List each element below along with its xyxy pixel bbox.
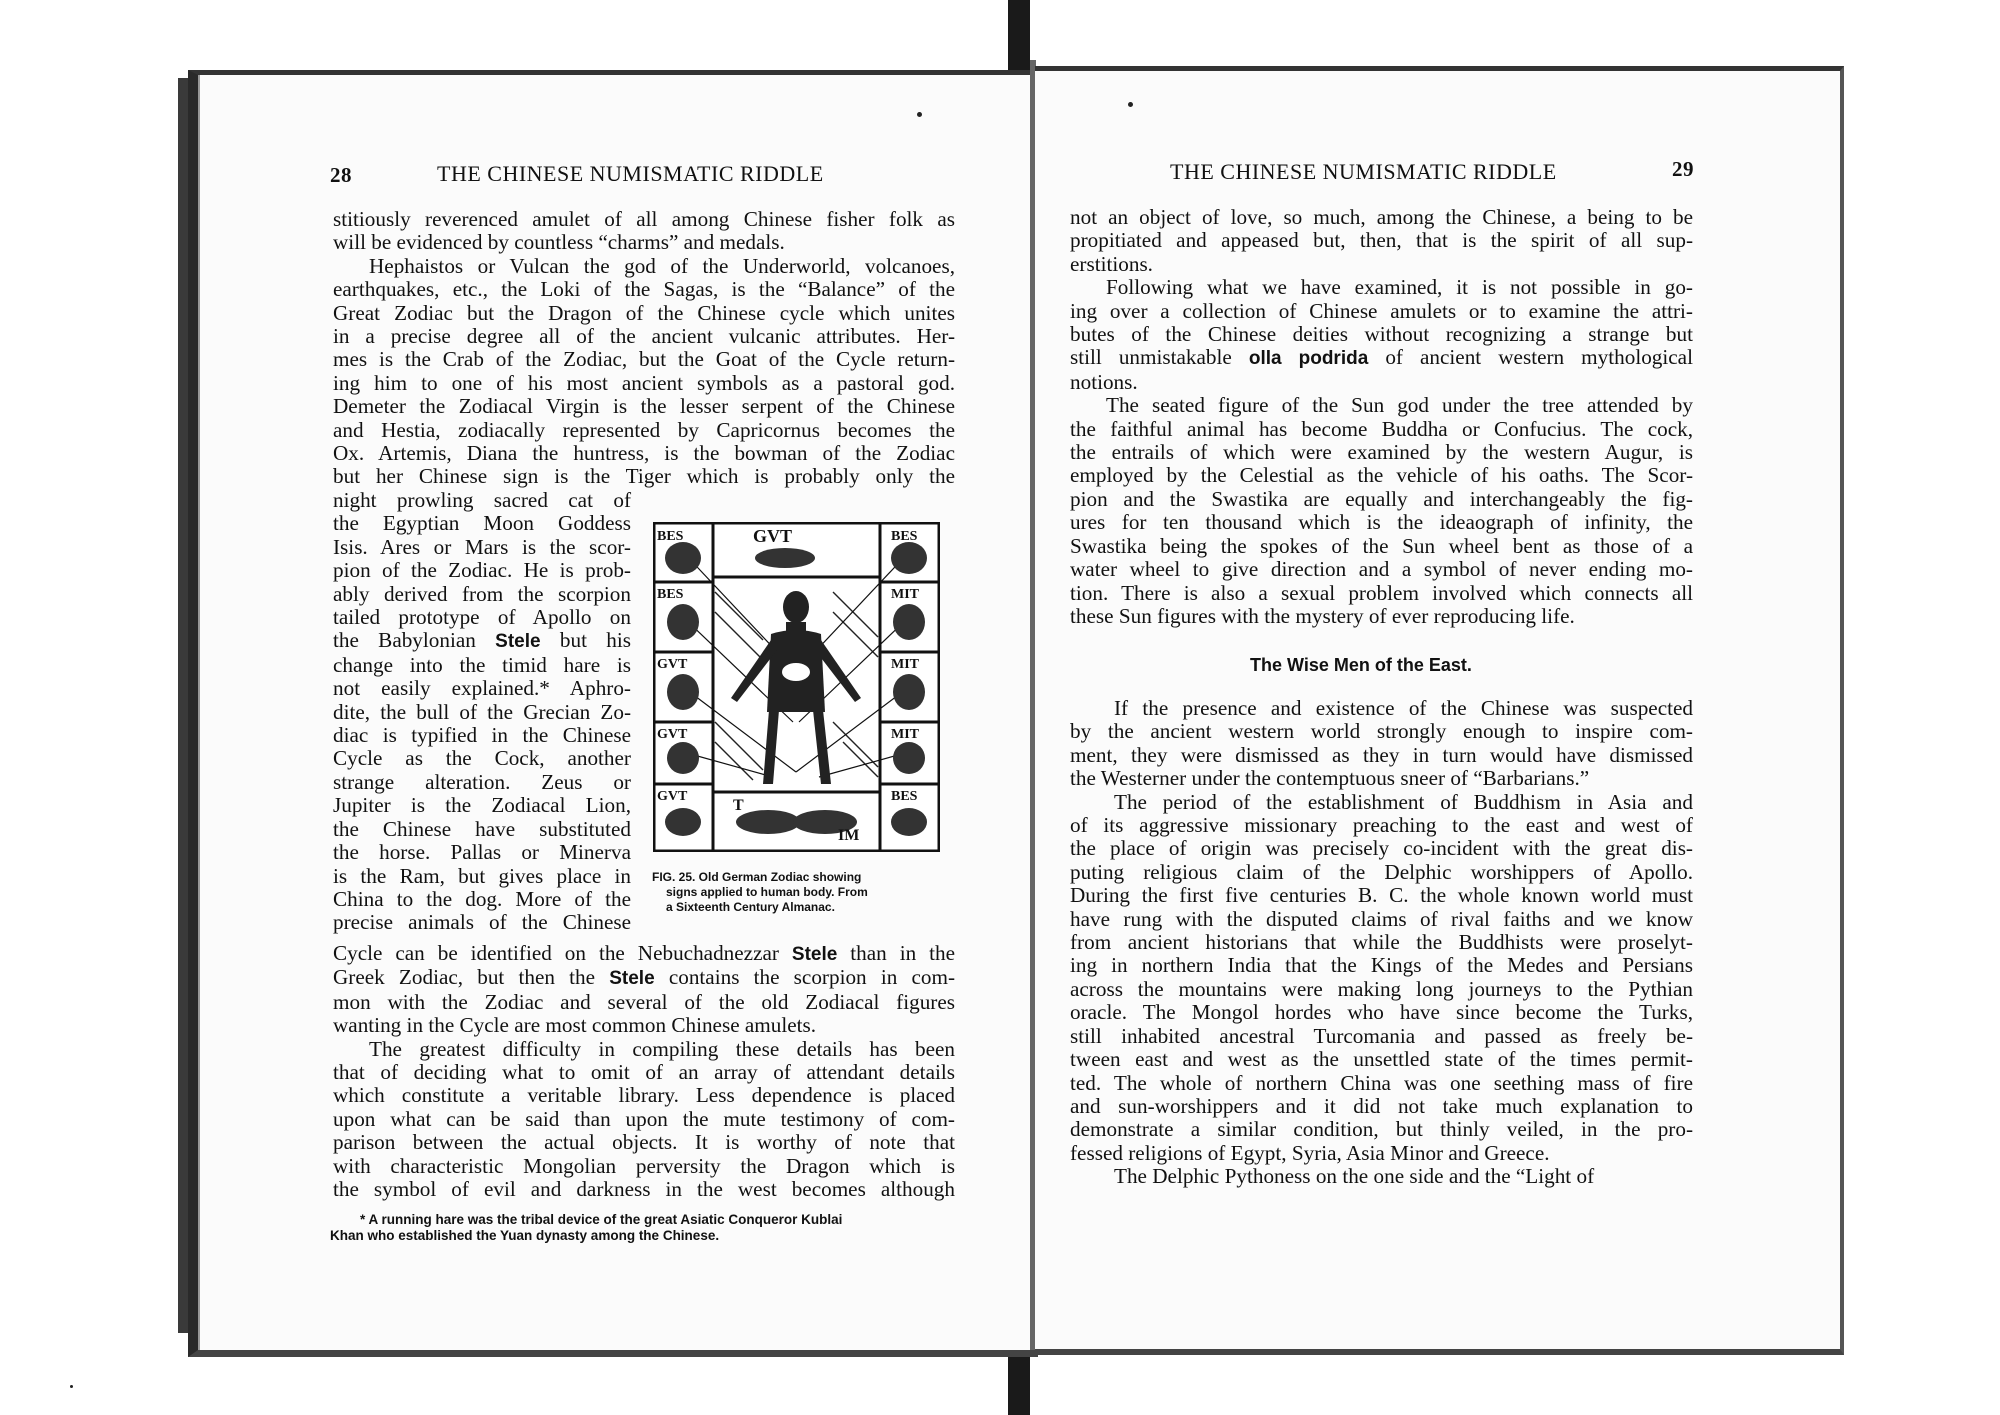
text-line: Hephaistos or Vulcan the god of the Underworld, volcanoes,	[369, 253, 955, 278]
text-line: wanting in the Cycle are most common Chinese amulets.	[333, 1013, 817, 1038]
text-line: precise animals of the Chinese	[333, 910, 631, 935]
text-line: still inhabited ancestral Turcomania and passed as freely be-	[1070, 1023, 1693, 1048]
text-line: mes is the Crab of the Zodiac, but the Goat of the Cycle return-	[333, 347, 955, 372]
text-line: tailed prototype of Apollo on	[333, 605, 631, 630]
text-line: puting religious claim of the Delphic worshippers of Apollo.	[1070, 859, 1693, 884]
figure-label: BES	[657, 529, 684, 544]
figure-label: GVT	[657, 789, 688, 804]
text-line: the Westerner under the contemptuous sneer of “Barbarians.”	[1070, 766, 1590, 791]
figure-label: MIT	[891, 727, 919, 742]
text-line: During the first five centuries B. C. the whole known world must	[1070, 883, 1693, 908]
text-line: Jupiter is the Zodiacal Lion,	[333, 793, 631, 818]
text-line: ing in northern India that the Kings of the Medes and Persians	[1070, 953, 1693, 978]
text-line: and sun-worshippers and it did not take much explanation to	[1070, 1093, 1693, 1118]
left-running-header: THE CHINESE NUMISMATIC RIDDLE	[437, 161, 824, 186]
text-line: If the presence and existence of the Chinese was suspected	[1114, 696, 1693, 720]
text-fragment: the Babylonian	[333, 628, 476, 653]
text-line: with characteristic Mongolian perversity the Dragon which is	[333, 1153, 955, 1178]
text-line: not easily explained.* Aphro-	[333, 676, 631, 701]
text-line: ing him to one of his most ancient symbols as a pastoral god.	[333, 370, 955, 395]
text-line: parison between the actual objects. It is worthy of note that	[333, 1130, 955, 1155]
section-heading: The Wise Men of the East.	[1250, 655, 1472, 675]
scan-speck	[917, 112, 922, 117]
figure-label: BES	[891, 789, 918, 804]
left-body-top	[333, 208, 955, 489]
text-line	[333, 942, 955, 966]
text-line: employed by the Celestial as the vehicle of his oaths. The Scor-	[1070, 463, 1693, 488]
text-line: these Sun figures with the mystery of ever reproducing life.	[1070, 603, 1575, 628]
text-line: Demeter the Zodiacal Virgin is the lesser serpent of the Chinese	[333, 394, 955, 419]
right-running-header: THE CHINESE NUMISMATIC RIDDLE	[1170, 159, 1557, 184]
text-line: Swastika being the spokes of the Sun wheel bent as those of a	[1070, 533, 1693, 558]
left-body-wrap	[333, 489, 631, 935]
text-line: across the mountains were making long journeys to the Pythian	[1070, 976, 1693, 1001]
scan-speck	[70, 1385, 73, 1388]
scan-speck	[1128, 102, 1133, 107]
text-line: is the Ram, but gives place in	[333, 863, 631, 888]
text-line: mon with the Zodiac and several of the old Zodiacal figures	[333, 989, 955, 1014]
text-line: the symbol of evil and darkness in the west becomes although	[333, 1177, 955, 1202]
text-line: earthquakes, etc., the Loki of the Sagas, is the “Balance” of the	[333, 277, 955, 302]
text-fragment: Greek Zodiac, but then the	[333, 965, 596, 990]
text-line: oracle. The Mongol hordes who have since become the Turks,	[1070, 1000, 1693, 1025]
text-line: butes of the Chinese deities without recognizing a strange but	[1070, 322, 1693, 347]
text-line: and Hestia, zodiacally represented by Capricornus becomes the	[333, 417, 955, 442]
text-fragment: Cycle can be identified on the Nebuchadnezzar	[333, 941, 779, 965]
stele-term: Stele	[495, 631, 541, 653]
text-fragment: but his	[559, 628, 631, 653]
text-line: the place of origin was precisely co-incident with the great dis-	[1070, 836, 1693, 861]
text-line: Isis. Ares or Mars is the scor-	[333, 534, 631, 559]
text-line: the horse. Pallas or Minerva	[333, 840, 631, 865]
caption-line: a Sixteenth Century Almanac.	[666, 900, 835, 914]
zodiac-woodcut-figure	[653, 522, 940, 852]
text-line: the entrails of which were examined by the western Augur, is	[1070, 440, 1693, 465]
text-line: will be evidenced by countless “charms” and medals.	[333, 230, 785, 255]
figure-label: MIT	[891, 587, 919, 602]
text-line: ing over a collection of Chinese amulets or to examine the attri-	[1070, 298, 1693, 323]
text-line: Cycle as the Cock, another	[333, 746, 631, 771]
text-line: of its aggressive missionary preaching to the east and west of	[1070, 813, 1693, 838]
text-fragment: still unmistakable	[1070, 345, 1232, 370]
text-line: tion. There is also a sexual problem involved which connects all	[1070, 580, 1693, 605]
text-line: stitiously reverenced amulet of all among Chinese fisher folk as	[333, 207, 955, 231]
text-line: ment, they were dismissed as they in turn would have dismissed	[1070, 742, 1693, 767]
footnote-line: * A running hare was the tribal device of the great Asiatic Conqueror Kublai	[360, 1212, 843, 1227]
figure-label: GVT	[753, 526, 793, 546]
text-line: by the ancient western world strongly enough to inspire com-	[1070, 719, 1693, 744]
text-line: have rung with the disputed claims of rival faiths and we know	[1070, 906, 1693, 931]
figure-label: BES	[891, 529, 918, 544]
figure-label: T	[733, 797, 744, 814]
text-line	[333, 966, 955, 990]
text-line: diac is typified in the Chinese	[333, 723, 631, 748]
text-line: Great Zodiac but the Dragon of the Chinese cycle which unites	[333, 300, 955, 325]
text-line: erstitions.	[1070, 251, 1153, 276]
text-line: night prowling sacred cat of	[333, 488, 631, 512]
text-line: propitiated and appeased but, then, that is the spirit of all sup-	[1070, 228, 1693, 253]
text-line: in a precise degree all of the ancient vulcanic attributes. Her-	[333, 324, 955, 349]
text-line: pion and the Swastika are equally and interchangeably the fig-	[1070, 486, 1693, 511]
text-line: upon what can be said than upon the mute testimony of com-	[333, 1106, 955, 1131]
text-fragment: contains the scorpion in com-	[668, 965, 956, 990]
text-line: water wheel to give direction and a symbol of never ending mo-	[1070, 557, 1693, 582]
text-line: Following what we have examined, it is not possible in go-	[1106, 275, 1693, 300]
text-line: change into the timid hare is	[333, 652, 631, 677]
text-line: pion of the Zodiac. He is prob-	[333, 558, 631, 583]
text-line: notions.	[1070, 369, 1138, 394]
stele-term: Stele	[609, 968, 655, 990]
figure-label: BES	[657, 587, 684, 602]
text-line: The period of the establishment of Buddhism in Asia and	[1114, 789, 1693, 814]
olla-podrida-term: olla podrida	[1248, 348, 1369, 370]
footnote	[330, 1212, 962, 1244]
right-page-number: 29	[1672, 157, 1694, 181]
caption-line: FIG. 25. Old German Zodiac showing	[652, 870, 862, 884]
text-line: China to the dog. More of the	[333, 886, 631, 911]
figure-label: GVT	[657, 727, 688, 742]
figure-label: GVT	[657, 657, 688, 672]
right-body-top	[1070, 206, 1693, 628]
text-line: Ox. Artemis, Diana the huntress, is the bowman of the Zodiac	[333, 441, 955, 466]
text-line: not an object of love, so much, among the Chinese, a being to be	[1070, 205, 1693, 229]
text-fragment: than in the	[850, 941, 956, 965]
text-line: strange alteration. Zeus or	[333, 769, 631, 794]
text-line: tween east and west as the unsettled state of the times permit-	[1070, 1047, 1693, 1072]
text-line	[1070, 346, 1693, 370]
text-line: from ancient historians that while the Buddhists were proselyt-	[1070, 930, 1693, 955]
text-line: the Chinese have substituted	[333, 816, 631, 841]
text-line: ted. The whole of northern China was one seething mass of fire	[1070, 1070, 1693, 1095]
text-line: dite, the bull of the Grecian Zo-	[333, 699, 631, 724]
text-line: The Delphic Pythoness on the one side and the “Light of	[1114, 1164, 1595, 1189]
text-line	[333, 629, 631, 653]
left-page-number: 28	[330, 163, 352, 187]
text-line: which constitute a veritable library. Less dependence is placed	[333, 1083, 955, 1108]
right-body-bottom	[1070, 697, 1693, 1189]
text-line: the faithful animal has become Buddha or Confucius. The cock,	[1070, 416, 1693, 441]
left-body-bottom	[333, 942, 955, 1201]
text-line: The seated figure of the Sun god under the tree attended by	[1106, 393, 1693, 418]
text-line: fessed religions of Egypt, Syria, Asia Minor and Greece.	[1070, 1140, 1550, 1165]
text-line: ures for ten thousand which is the ideaograph of infinity, the	[1070, 510, 1693, 535]
stele-term: Stele	[791, 944, 838, 965]
figure-caption	[652, 870, 942, 915]
text-line: demonstrate a similar condition, but thinly veiled, in the pro-	[1070, 1117, 1693, 1142]
footnote-line: Khan who established the Yuan dynasty among the Chinese.	[330, 1228, 720, 1243]
text-line: that of deciding what to omit of an array of attendant details	[333, 1060, 955, 1085]
figure-label: MIT	[891, 657, 919, 672]
text-line: The greatest difficulty in compiling these details has been	[369, 1036, 955, 1061]
text-fragment: of ancient western mythological	[1385, 345, 1693, 370]
caption-line: signs applied to human body. From	[666, 885, 868, 899]
text-line: ably derived from the scorpion	[333, 581, 631, 606]
text-line: but her Chinese sign is the Tiger which is probably only the	[333, 464, 955, 489]
text-line: the Egyptian Moon Goddess	[333, 511, 631, 536]
figure-label: IM	[838, 827, 860, 844]
